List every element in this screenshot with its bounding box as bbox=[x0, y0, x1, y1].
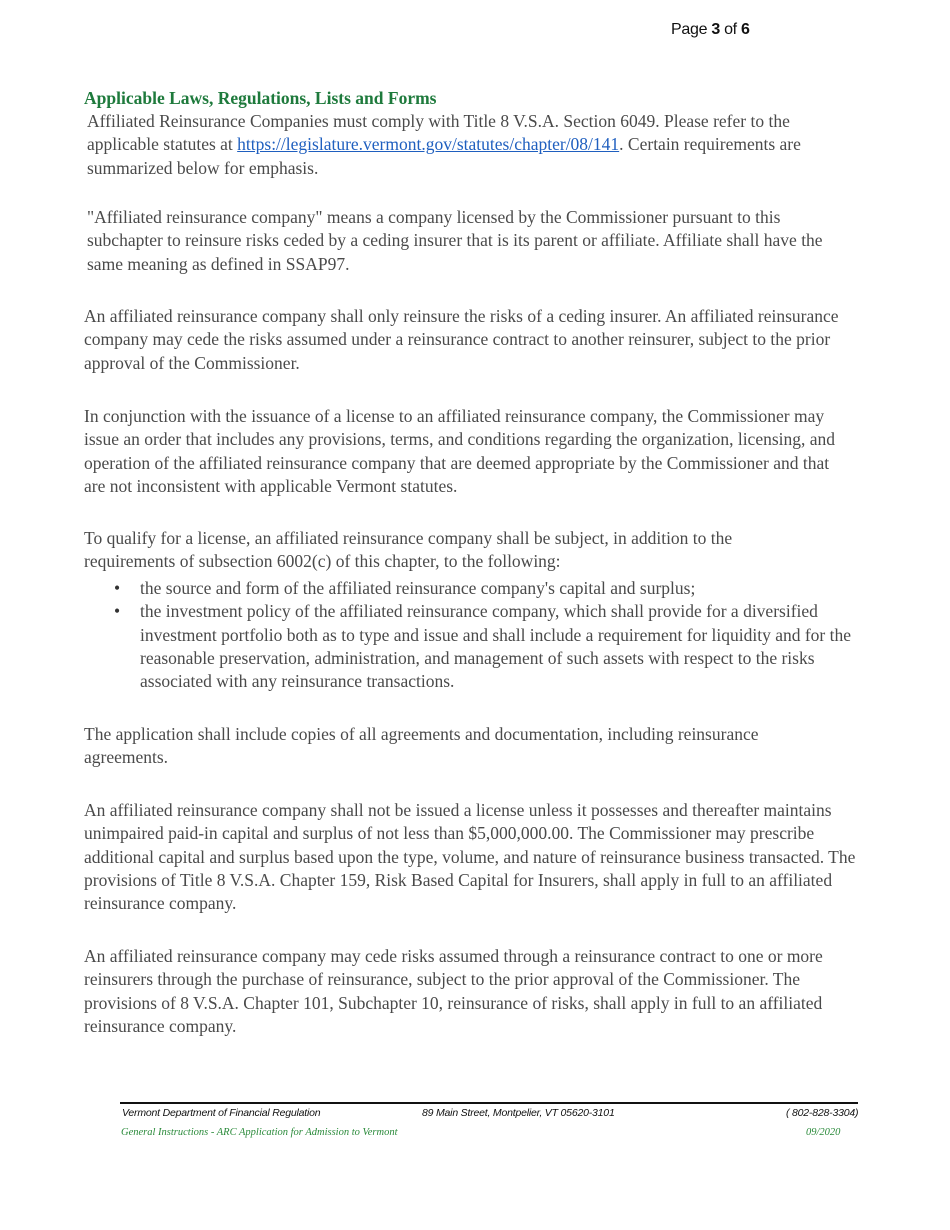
footer-address: 89 Main Street, Montpelier, VT 05620-3101 bbox=[422, 1107, 615, 1119]
intro-text-after-link: . Certain requirements are summarized below for emphasis. bbox=[87, 134, 801, 178]
section-heading: Applicable Laws, Regulations, Lists and Forms bbox=[84, 88, 437, 108]
list-item bbox=[84, 577, 874, 600]
page-current: 3 bbox=[711, 21, 720, 38]
list-item-text: the investment policy of the affiliated reinsurance company, which shall provide for a diversified investment portfolio both as to type and issue and shall include a requirement for liquidity and for the reasonable preservation, administration, and management of such assets with respect to the risks associated with any reinsurance transactions. bbox=[140, 601, 852, 692]
footer-doc-title: General Instructions - ARC Application for Admission to Vermont bbox=[121, 1127, 398, 1138]
capital-paragraph: An affiliated reinsurance company shall not be issued a license unless it possesses and thereafter maintains unimpaired paid-in capital and surplus of not less than $5,000,000.00. The Commissioner may prescribe additional capital and surplus based upon the type, volume, and nature of reinsurance business transacted. The provisions of Title 8 V.S.A. Chapter 159, Risk Based Capital for Insurers, shall apply in full to an affiliated reinsurance company. bbox=[84, 800, 856, 914]
page-total: 6 bbox=[740, 21, 750, 38]
definition-paragraph: "Affiliated reinsurance company" means a company licensed by the Commissioner pursuant to this subchapter to reinsure risks ceded by a ceding insurer that is its parent or affiliate. Affiliate shall have the same meaning as defined in SSAP97. bbox=[87, 207, 823, 274]
qualify-paragraph: To qualify for a license, an affiliated reinsurance company shall be subject, in addition to the requirements of subsection 6002(c) of this chapter, to the following: bbox=[84, 528, 733, 572]
footer-org: Vermont Department of Financial Regulation bbox=[122, 1107, 321, 1119]
intro-text-before-link: Affiliated Reinsurance Companies must comply with Title 8 V.S.A. Section 6049. Please refer to the applicable statutes at bbox=[87, 111, 790, 155]
license-order-paragraph: In conjunction with the issuance of a license to an affiliated reinsurance company, the Commissioner may issue an order that includes any provisions, terms, and conditions regarding the organization, licensing, and operation of the affiliated reinsurance company that are deemed appropriate by the Commissioner and that are not inconsistent with applicable Vermont statutes. bbox=[84, 406, 836, 496]
footer-divider bbox=[120, 1102, 858, 1104]
page-of: of bbox=[719, 21, 741, 38]
list-item-text: the source and form of the affiliated reinsurance company's capital and surplus; bbox=[140, 578, 696, 598]
cede-risks-paragraph: An affiliated reinsurance company may cede risks assumed through a reinsurance contract to one or more reinsurers through the purchase of reinsurance, subject to the prior approval of the Commissioner. The provisions of 8 V.S.A. Chapter 101, Subchapter 10, reinsurance of risks, shall apply in full to an affiliated reinsurance company. bbox=[84, 946, 823, 1036]
reinsure-only-paragraph: An affiliated reinsurance company shall only reinsure the risks of a ceding insurer. An affiliated reinsurance company may cede the risks assumed under a reinsurance contract to another reinsurer, subject to the prior approval of the Commissioner. bbox=[84, 306, 839, 373]
footer-date: 09/2020 bbox=[806, 1127, 841, 1138]
bullet-marker: • bbox=[114, 601, 121, 622]
application-paragraph: The application shall include copies of all agreements and documentation, including reinsurance agreements. bbox=[84, 724, 759, 768]
page-prefix: Page bbox=[671, 21, 712, 38]
qualification-list bbox=[84, 577, 874, 693]
page-number bbox=[671, 21, 750, 39]
list-item bbox=[84, 600, 852, 693]
intro-paragraph bbox=[87, 110, 827, 180]
statutes-link[interactable]: https://legislature.vermont.gov/statutes/chapter/08/141 bbox=[237, 134, 620, 155]
bullet-marker: • bbox=[114, 578, 121, 598]
footer-phone: ( 802-828-3304) bbox=[786, 1107, 859, 1119]
